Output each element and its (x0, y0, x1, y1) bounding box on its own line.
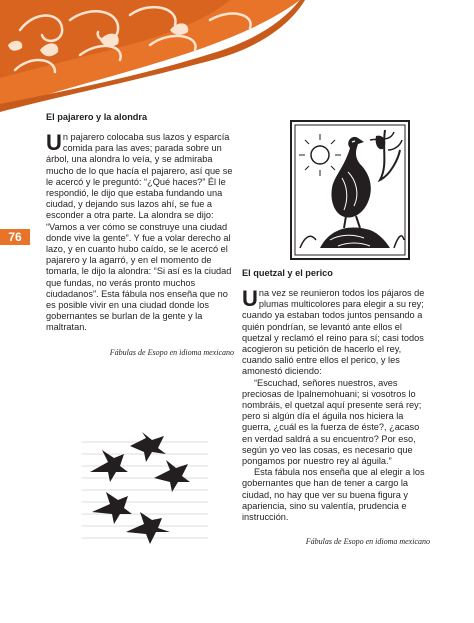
page-number: 76 (0, 229, 30, 245)
story-body (242, 288, 430, 523)
story-pajarero-alondra (46, 112, 234, 357)
eagle-woodcut-illustration (290, 120, 410, 260)
story-source: Fábulas de Esopo en idioma mexicano (109, 347, 234, 357)
story-title: El quetzal y el perico (242, 268, 333, 278)
story-title: El pajarero y la alondra (46, 112, 148, 122)
drop-cap: U (46, 130, 62, 155)
drop-cap: U (242, 286, 258, 311)
flying-birds-illustration (80, 432, 210, 552)
story-source: Fábulas de Esopo en idioma mexicano (305, 537, 430, 547)
story-quetzal-perico (242, 268, 430, 546)
story-text: na vez se reunieron todos los pájaros de plumas multicolores para elegir a su rey; cuando ya estaban todos juntos pensando a quién pondrían, se levantó ante ellos el quetzal y reclamó el reino para sí; casi todos acogieron su petición de hacerlo el rey, cuando salió entre ellos el perico, y les amonestó diciendo: (242, 288, 425, 377)
story-text: n pajarero colocaba sus lazos y esparcía comida para las aves; parada sobre un árbol, una alondra lo veía, y se admiraba mucho de lo que hacía el pajarero, así que se le acercó y le preguntó: “¿Qué haces?” Él le respondió, le dijo que estaba fundando una ciudad, y dejando sus lazos ahí, se fue a esconder a otra parte. La alondra se dijo: “Vamos a ver cómo se construye una ciudad donde vive la gente”. Y fue a volar derecho al lazo, y en cuanto hubo caído, se le acercó el pajarero y la agarró, y en el momento de tomarla, le dijo la alondra: “Si así es la ciudad que fundas, no verás pronto muchos ciudadanos”. Esta fábula nos enseña que no es posible vivir en una ciudad donde los gobernantes se burlan de la gente y la maltratan. (46, 132, 233, 333)
story-paragraph: Esta fábula nos enseña que al elegir a los gobernantes que han de tener a cargo la ciudad, no hay que ver su buena figura y apariencia, sino su valentía, prudencia e instrucción. (242, 467, 425, 523)
story-body (46, 132, 234, 334)
decorative-banner (0, 0, 474, 120)
story-paragraph: “Escuchad, señores nuestros, aves preciosas de Ipalnemohuani; si vosotros lo nombráis, el quetzal aquí presente será rey; pero si algún día el águila nos hiciera la guerra, ¿cuál es la fuerza de éste?, ¿acaso en verdad saldrá a su encuentro? Por eso, según yo veo las cosas, es necesario que pongamos por nuestro rey al águila.” (242, 377, 422, 467)
